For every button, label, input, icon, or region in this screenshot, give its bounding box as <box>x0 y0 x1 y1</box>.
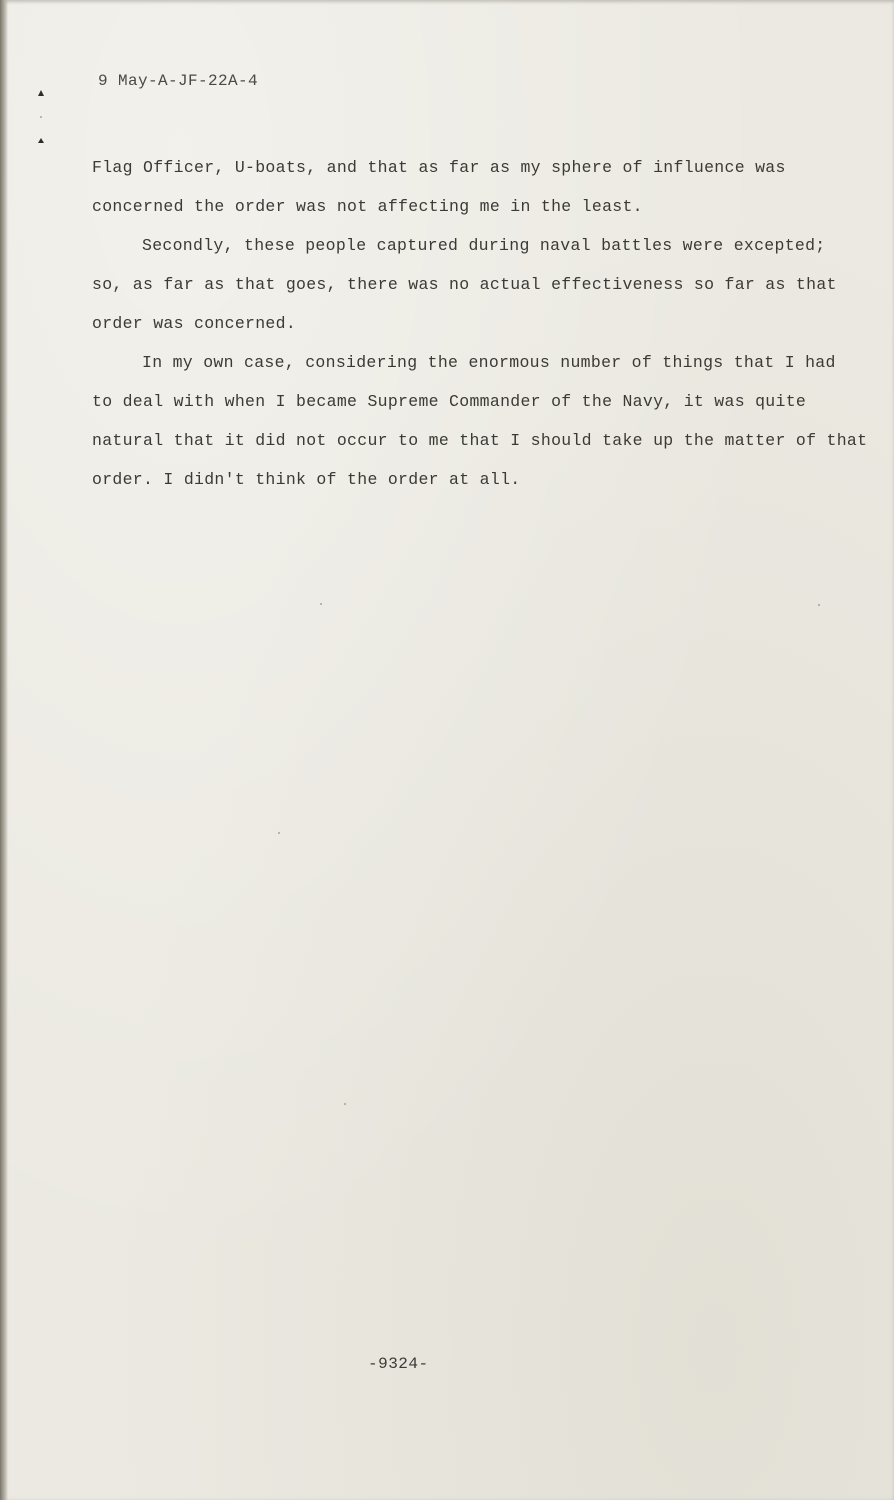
paper-speck <box>344 1103 346 1105</box>
margin-mark <box>38 138 44 143</box>
text-line: In my own case, considering the enormous number of things that I had <box>142 353 836 372</box>
text-line: natural that it did not occur to me that I should take up the matter of that <box>92 431 868 450</box>
margin-mark <box>40 116 42 118</box>
page-number: -9324- <box>368 1355 429 1373</box>
text-line: concerned the order was not affecting me in the least. <box>92 197 643 216</box>
page-edge-shadow <box>0 0 8 1500</box>
paper-speck <box>278 832 280 834</box>
text-line: order was concerned. <box>92 314 297 333</box>
paper-speck <box>320 603 322 605</box>
text-line: to deal with when I became Supreme Commander of the Navy, it was quite <box>92 392 807 411</box>
text-line: Flag Officer, U-boats, and that as far as my sphere of influence was <box>92 158 786 177</box>
text-line: Secondly, these people captured during naval battles were excepted; <box>142 236 826 255</box>
margin-mark <box>38 90 44 96</box>
text-line: so, as far as that goes, there was no actual effectiveness so far as that <box>92 275 837 294</box>
document-reference: 9 May-A-JF-22A-4 <box>98 72 259 90</box>
document-body <box>92 148 868 499</box>
text-line: order. I didn't think of the order at all. <box>92 470 521 489</box>
paper-speck <box>818 604 820 606</box>
